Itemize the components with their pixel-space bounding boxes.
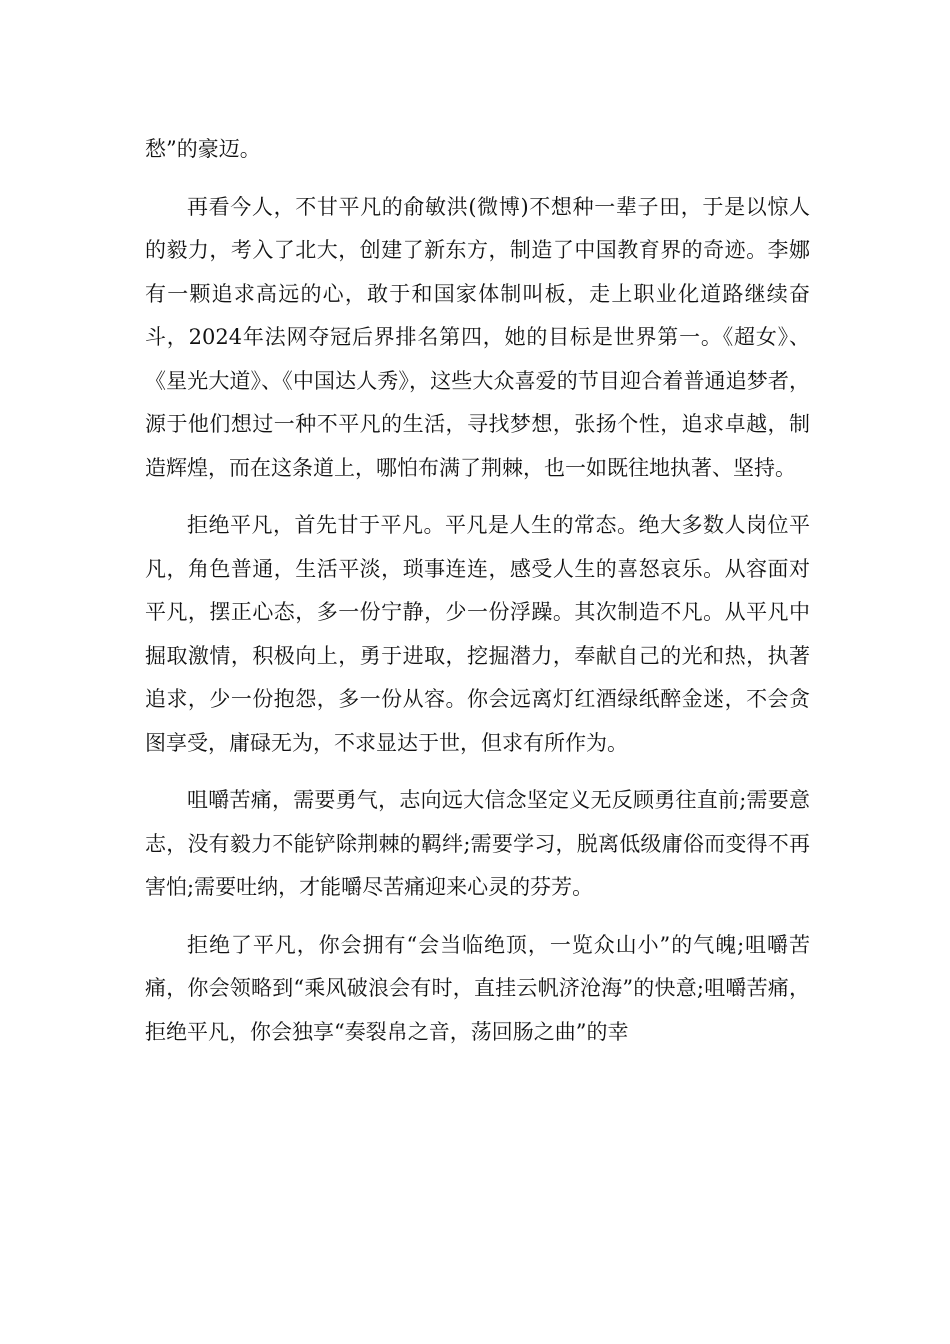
paragraph-reject-ordinary: 拒绝平凡，首先甘于平凡。平凡是人生的常态。绝大多数人岗位平凡，角色普通，生活平淡，琐事连连，感受人生的喜怒哀乐。从容面对平凡，摆正心态，多一份宁静，少一份浮躁。其次制造不凡。从平凡中掘取激情，积极向上，勇于进取，挖掘潜力，奉献自己的光和热，执著追求，少一份抱怨，多一份从容。你会远离灯红酒绿纸醉金迷，不会贪图享受，庸碌无为，不求显达于世，但求有所作为。 xyxy=(145,513,810,755)
paragraph-continuation: 愁”的豪迈。 xyxy=(145,137,261,161)
paragraph-conclusion: 拒绝了平凡，你会拥有“会当临绝顶，一览众山小”的气魄;咀嚼苦痛，你会领略到“乘风破浪会有时，直挂云帆济沧海”的快意;咀嚼苦痛，拒绝平凡，你会独享“奏裂帛之音，荡回肠之曲”的幸 xyxy=(145,932,810,1044)
paragraph-chew-pain: 咀嚼苦痛，需要勇气，志向远大信念坚定义无反顾勇往直前;需要意志，没有毅力不能铲除荆棘的羁绊;需要学习，脱离低级庸俗而变得不再害怕;需要吐纳，才能嚼尽苦痛迎来心灵的芬芳。 xyxy=(145,788,810,899)
document-body xyxy=(145,128,810,1068)
paragraph-yu-minhong-li-na: 再看今人，不甘平凡的俞敏洪(微博)不想种一辈子田，于是以惊人的毅力，考入了北大，创建了新东方，制造了中国教育界的奇迹。李娜有一颗追求高远的心，敢于和国家体制叫板，走上职业化道路继续奋斗，2024年法网夺冠后界排名第四，她的目标是世界第一。《超女》、《星光大道》、《中国达人秀》，这些大众喜爱的节目迎合着普通追梦者，源于他们想过一种不平凡的生活，寻找梦想，张扬个性，追求卓越，制造辉煌，而在这条道上，哪怕布满了荆棘，也一如既往地执著、坚持。 xyxy=(145,194,810,480)
